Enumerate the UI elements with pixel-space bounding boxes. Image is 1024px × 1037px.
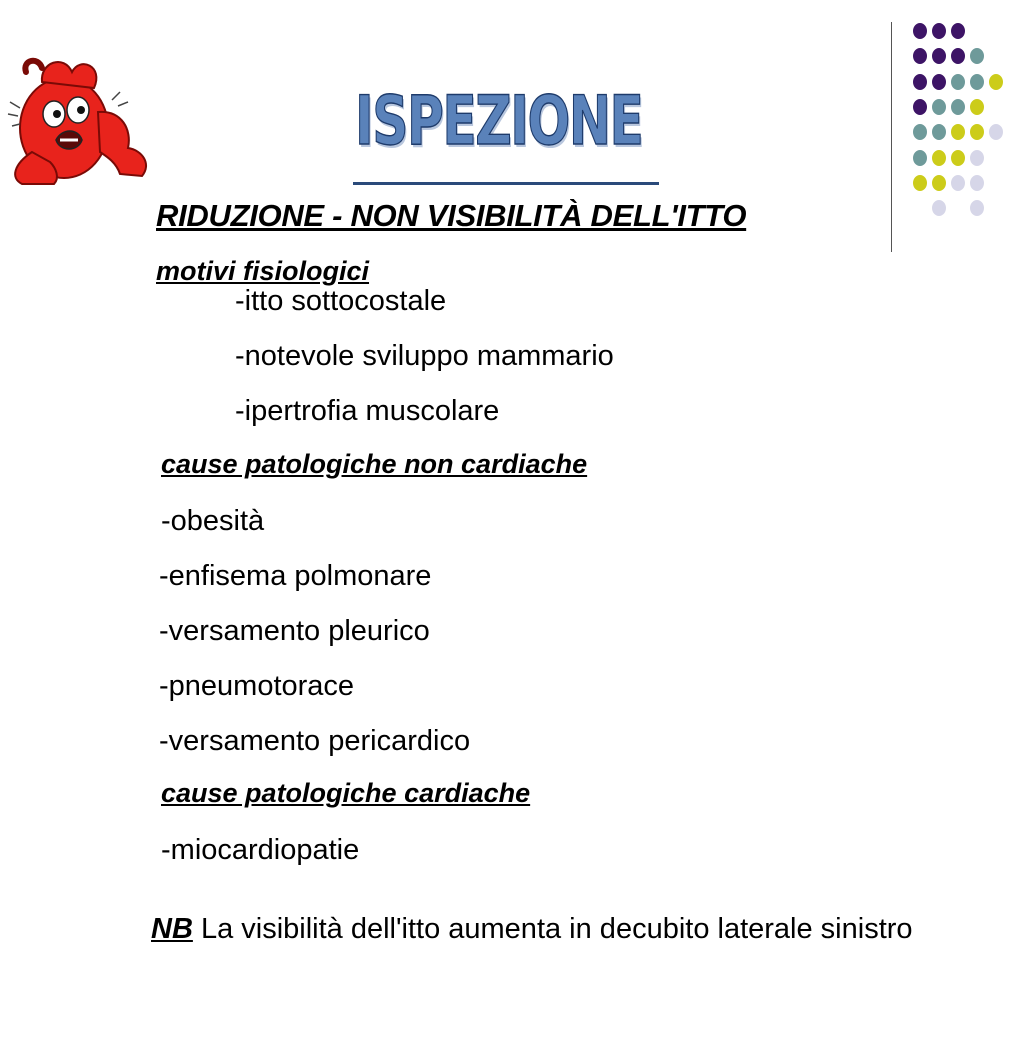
- decorative-dot: [932, 124, 946, 140]
- note-label: NB: [151, 913, 193, 945]
- decorative-dot: [913, 74, 927, 90]
- decorative-dot: [913, 48, 927, 64]
- decorative-dot: [951, 175, 965, 191]
- scared-heart-illustration: [2, 52, 154, 190]
- section-label-non-cardiache: cause patologiche non cardiache: [161, 449, 588, 479]
- slide-title: ISPEZIONE: [355, 82, 643, 161]
- decorative-dot: [951, 74, 965, 90]
- section-label-fisiologici: motivi fisiologici: [156, 256, 370, 286]
- section-label-cardiache: cause patologiche cardiache: [161, 778, 531, 808]
- decorative-dot: [970, 48, 984, 64]
- list-item: -notevole sviluppo mammario: [235, 340, 614, 372]
- decorative-dot: [932, 23, 946, 39]
- decorative-dot: [970, 200, 984, 216]
- decorative-dot: [951, 48, 965, 64]
- decorative-dot: [989, 74, 1003, 90]
- decorative-dot: [932, 150, 946, 166]
- list-item: -enfisema polmonare: [159, 560, 432, 592]
- decorative-dot: [951, 99, 965, 115]
- decorative-dot: [932, 74, 946, 90]
- decorative-dot: [970, 99, 984, 115]
- decorative-dot: [970, 74, 984, 90]
- note: [151, 913, 913, 946]
- decorative-dot: [913, 150, 927, 166]
- list-item: -obesità: [161, 505, 265, 537]
- title-underline: [353, 182, 659, 185]
- decorative-dot: [970, 124, 984, 140]
- decorative-dot: [951, 150, 965, 166]
- list-item: -ipertrofia muscolare: [235, 395, 500, 427]
- note-text: La visibilità dell'itto aumenta in decubito laterale sinistro: [192, 913, 913, 945]
- list-item: -itto sottocostale: [235, 285, 447, 317]
- decorative-dot: [932, 99, 946, 115]
- decorative-dot: [913, 175, 927, 191]
- list-item: -pneumotorace: [159, 670, 355, 702]
- list-item: -versamento pleurico: [159, 615, 430, 647]
- list-item: -miocardiopatie: [161, 834, 360, 866]
- decorative-dot: [951, 23, 965, 39]
- decorative-dot: [951, 124, 965, 140]
- decorative-dot: [913, 99, 927, 115]
- decorative-dot: [970, 175, 984, 191]
- decorative-dot: [932, 48, 946, 64]
- decorative-dot: [932, 200, 946, 216]
- decorative-dot: [970, 150, 984, 166]
- decorative-dot: [913, 124, 927, 140]
- decorative-dot: [932, 175, 946, 191]
- slide-heading: RIDUZIONE - NON VISIBILITÀ DELL'ITTO: [156, 198, 747, 233]
- list-item: -versamento pericardico: [159, 725, 471, 757]
- decorative-dot: [913, 23, 927, 39]
- decorative-dot: [989, 124, 1003, 140]
- divider-line: [891, 22, 892, 252]
